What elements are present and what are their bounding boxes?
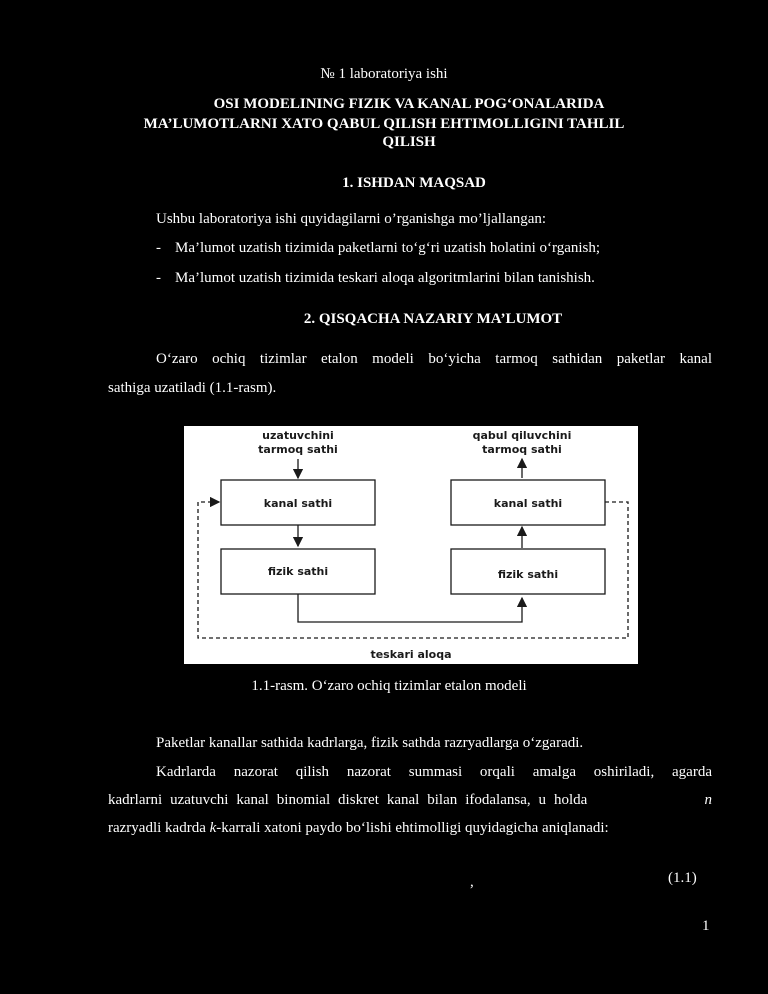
osi-model-figure	[184, 426, 638, 664]
paragraph-text: razryadli kadrda	[108, 820, 206, 836]
paragraph-line: O‘zaro ochiq tizimlar etalon modeli bo‘yicha tarmoq sathidan paketlar kanal	[156, 351, 712, 367]
page-number: 1	[702, 918, 710, 934]
feedback-label: teskari aloqa	[370, 648, 452, 661]
equation-number: (1.1)	[668, 870, 697, 886]
paragraph-line: sathiga uzatiladi (1.1-rasm).	[108, 380, 277, 396]
bullet-item: Ma’lumot uzatish tizimida paketlarni to‘g‘ri uzatish holatini o‘rganish;	[175, 240, 601, 256]
lab-number: № 1 laboratoriya ishi	[320, 66, 448, 82]
equation-comma: ,	[470, 874, 474, 890]
paragraph-text: kadrlarni uzatuvchi kanal binomial diskret kanal bilan ifodalansa, u holda	[108, 792, 588, 808]
sender-network-label-1: uzatuvchini	[262, 429, 334, 442]
bullet-mark: -	[156, 270, 161, 286]
variable-k: k	[209, 820, 217, 836]
paragraph-text: -karrali xatoni paydo bo‘lishi ehtimolligi quyidagicha aniqlanadi:	[216, 820, 609, 836]
section-1-intro: Ushbu laboratoriya ishi quyidagilarni o’rganishga mo’ljallangan:	[156, 211, 547, 227]
sender-channel-label: kanal sathi	[263, 497, 333, 510]
receiver-physical-label: fizik sathi	[497, 568, 559, 581]
paragraph-line	[108, 790, 712, 810]
receiver-network-label-1: qabul qiluvchini	[472, 429, 572, 442]
bullet-item: Ma’lumot uzatish tizimida teskari aloqa algoritmlarini bilan tanishish.	[175, 270, 595, 286]
section-2-heading: 2. QISQACHA NAZARIY MA’LUMOT	[303, 311, 563, 327]
bullet-mark: -	[156, 240, 161, 256]
receiver-channel-label: kanal sathi	[493, 497, 563, 510]
figure-caption: 1.1-rasm. O‘zaro ochiq tizimlar etalon modeli	[251, 678, 527, 694]
variable-n: n	[704, 792, 712, 808]
sender-physical-label: fizik sathi	[267, 565, 329, 578]
title-line-2: MA’LUMOTLARNI XATO QABUL QILISH EHTIMOLLIGINI TAHLIL	[143, 116, 625, 132]
paragraph-line: Kadrlarda nazorat qilish nazorat summasi orqali amalga oshiriladi, agarda	[156, 764, 712, 780]
section-1-heading: 1. ISHDAN MAQSAD	[342, 175, 486, 191]
receiver-network-label-2: tarmoq sathi	[482, 443, 562, 456]
paragraph-line	[108, 818, 609, 838]
sender-network-label-2: tarmoq sathi	[258, 443, 338, 456]
physical-link-arrow	[298, 594, 522, 622]
title-line-1: OSI MODELINING FIZIK VA KANAL POG‘ONALARIDA	[213, 96, 605, 112]
title-line-3: QILISH	[382, 134, 436, 150]
paragraph-line: Paketlar kanallar sathida kadrlarga, fizik sathda razryadlarga o‘zgaradi.	[156, 735, 584, 751]
